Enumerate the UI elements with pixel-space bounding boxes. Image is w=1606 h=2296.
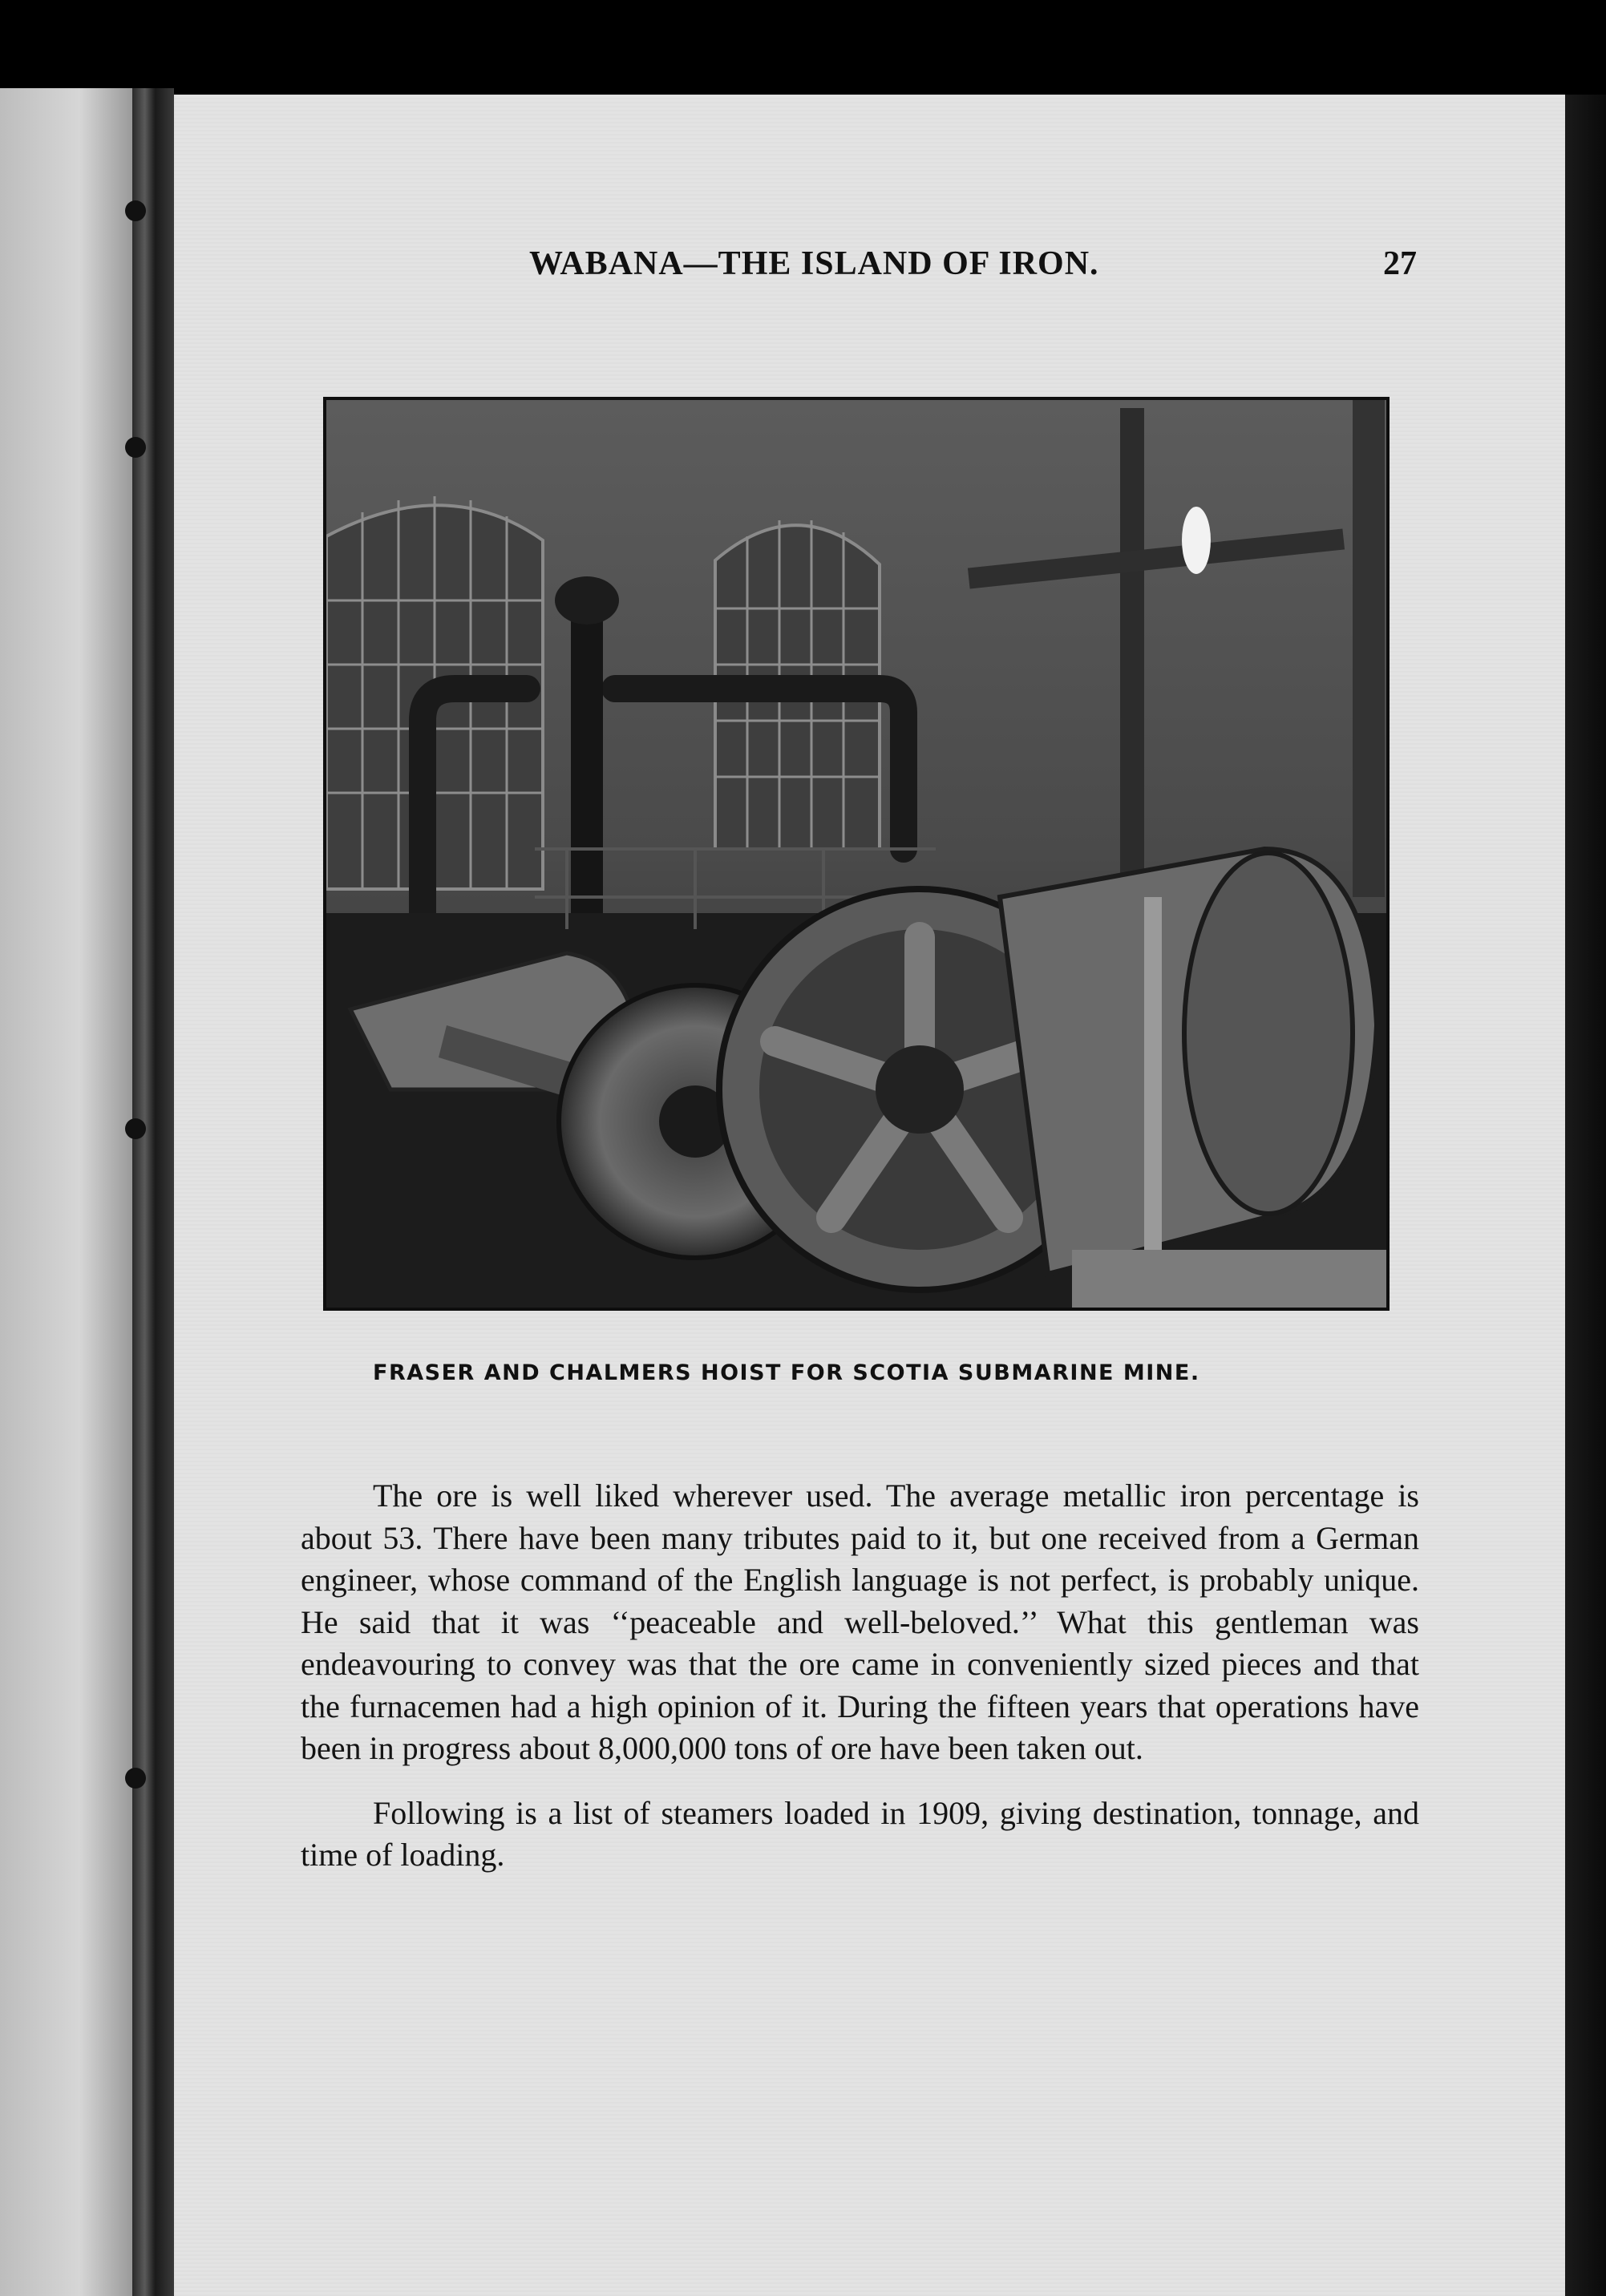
binding-hole xyxy=(125,437,146,458)
book-binding xyxy=(132,88,174,2296)
binding-hole xyxy=(125,1118,146,1139)
binding-hole xyxy=(125,200,146,221)
hoist-photograph xyxy=(323,397,1390,1311)
figure-caption: FRASER AND CHALMERS HOIST FOR SCOTIA SUBMARINE MINE. xyxy=(373,1360,1200,1385)
paragraph: Following is a list of steamers loaded in 1909, giving destination, tonnage, and time of loading. xyxy=(301,1794,1419,1873)
paragraph: The ore is well liked wherever used. The average metallic iron percentage is about 53. There have been many tributes paid to it, but one received from a German engineer, whose command of the English language is not perfect, is probably unique. He said that it was ‘‘peaceable and well-beloved.’’ What this gentleman was endeavouring to convey was that the ore came in conveniently sized pieces and that the furnacemen had a high opinion of it. During the fifteen years that operations have been in progress about 8,000,000 tons of ore have been taken out. xyxy=(301,1477,1419,1766)
running-head: WABANA—THE ISLAND OF IRON. xyxy=(529,245,1099,282)
binding-hole xyxy=(125,1768,146,1789)
page-number: 27 xyxy=(1383,245,1417,282)
scan-right-edge xyxy=(1565,95,1606,2296)
hoist-photograph-illustration xyxy=(326,400,1386,1308)
previous-page-edge xyxy=(0,88,132,2296)
body-text xyxy=(301,1475,1419,1899)
